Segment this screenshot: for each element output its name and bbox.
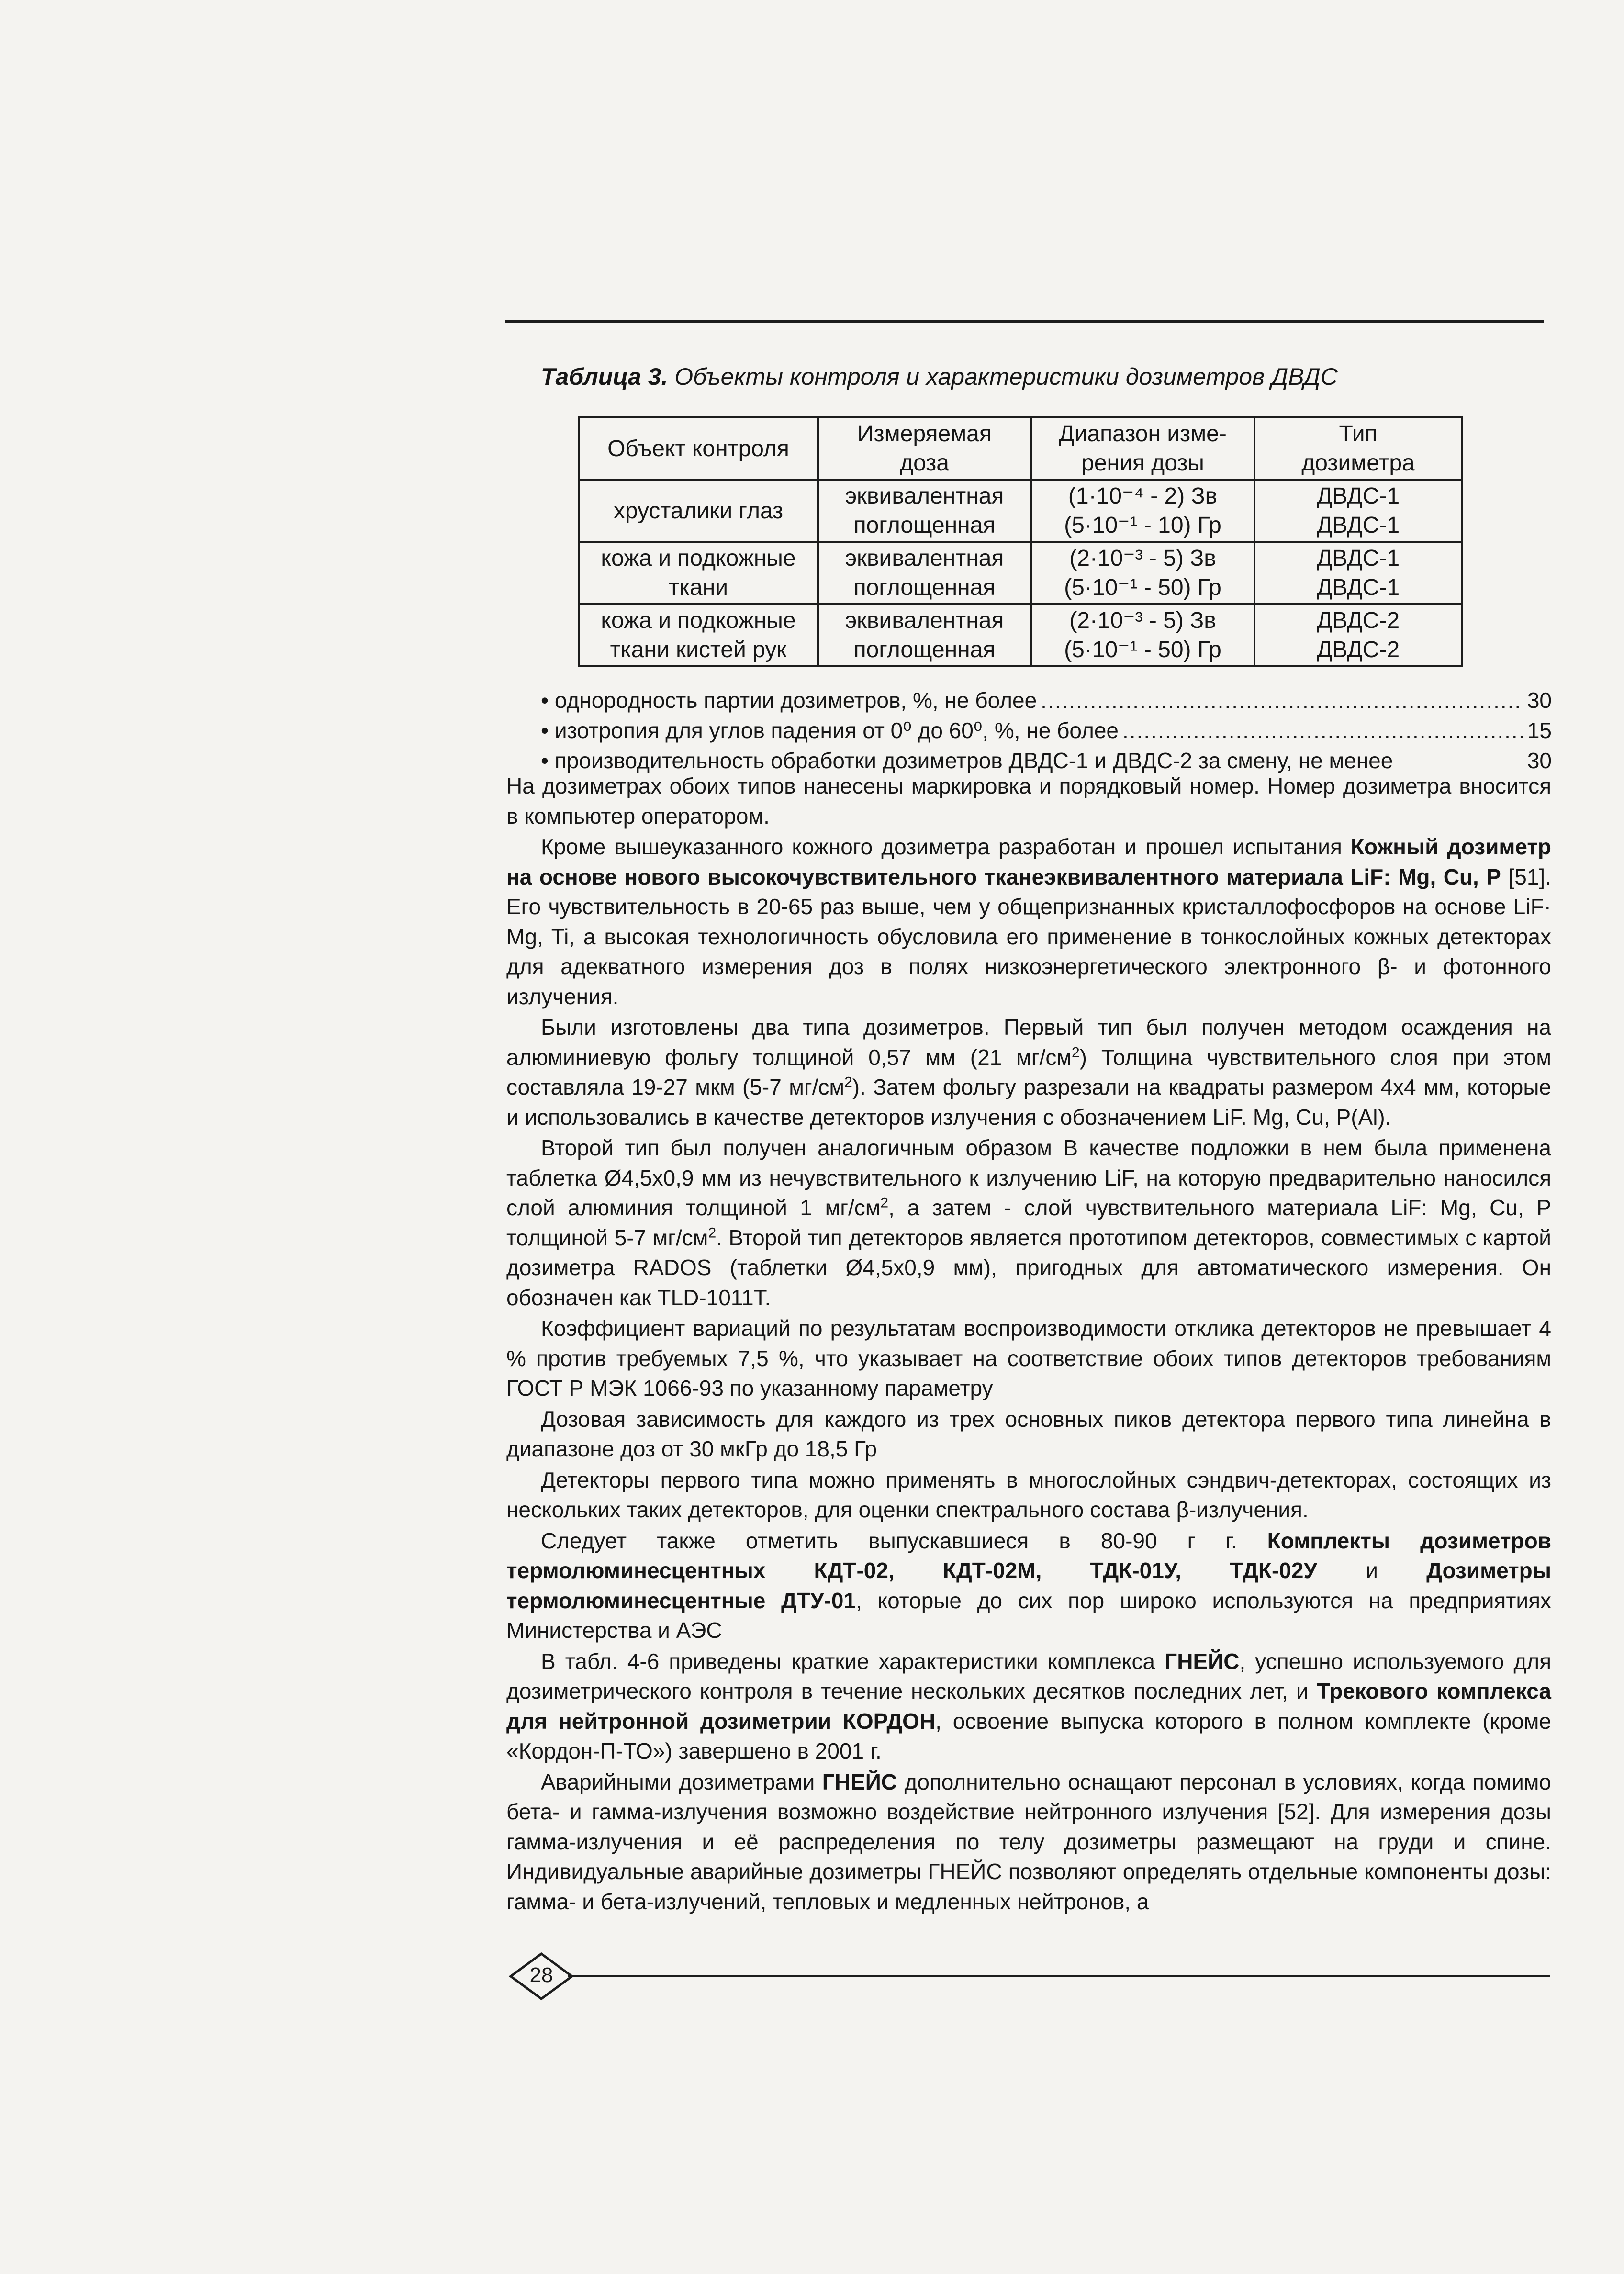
cell-dose: эквивалентная поглощенная	[818, 480, 1031, 542]
spec-item: • однородность партии дозиметров, %, не более ..... 30	[541, 685, 1552, 716]
header-range: Диапазон изме- рения дозы	[1031, 417, 1254, 480]
paragraph: Детекторы первого типа можно применять в многослойных сэндвич-детекторах, состоящих из нескольких таких детекторов, для оценки спектрального состава β-излучения.	[506, 1467, 1551, 1522]
paragraph: Аварийными дозиметрами ГНЕЙС дополнительно оснащают персонал в условиях, когда помимо бета- и гамма-излучения возможно воздействие нейтронного излучения [52]. Для измерения дозы гамма-излучения и её распределения по телу дозиметры размещают на груди и спине. Индивидуальные аварийные дозиметры ГНЕЙС позволяют определять отдельные компоненты дозы: гамма- и бета-излучений, тепловых и медленных нейтронов, а	[506, 1769, 1551, 1914]
dot-leader	[1122, 716, 1523, 746]
cell-dose: эквивалентная поглощенная	[818, 604, 1031, 666]
cell-object: кожа и подкожные ткани	[579, 542, 818, 604]
paragraph: Коэффициент вариаций по результатам воспроизводимости отклика детекторов не превышает 4 % против требуемых 7,5 %, что указывает на соответствие обоих типов детекторов требованиям ГОСТ Р МЭК 1066-93 по указанному параметру	[506, 1316, 1551, 1400]
paragraph: Кроме вышеуказанного кожного дозиметра разработан и прошел испытания Кожный дозиметр на основе нового высокочувствительного тканеэквивалентного материала LiF: Mg, Cu, P [51]. Его чувствительность в 20-65 раз выше, чем у общепризнанных кристаллофосфоров на основе LiF· Mg, Ti, а высокая технологичность обусловила его применение в тонкослойных кожных детекторах для адекватного измерения доз в полях низкоэнергетического электронного β- и фотонного излучения.	[506, 834, 1551, 1009]
paragraph: Дозовая зависимость для каждого из трех основных пиков детектора первого типа линейна в диапазоне доз от 30 мкГр до 18,5 Гр	[506, 1406, 1551, 1461]
header-object: Объект контроля	[579, 417, 818, 480]
paragraph: Второй тип был получен аналогичным образом В качестве подложки в нем была применена таблетка Ø4,5х0,9 мм из нечувствительного к излучению LiF, на которую предварительно наносился слой алюминия толщиной 1 $мг/см^2$, а затем - слой чувствительного материала LiF: Mg, Cu, P толщиной 5-7 $мг/см^2$. Второй тип детекторов является прототипом детекторов, совместимых с картой дозиметра RADOS (таблетки Ø4,5х0,9 мм), пригодных для автоматического измерения. Он обозначен как TLD-1011T.	[506, 1135, 1552, 1310]
dot-leader	[1041, 685, 1523, 716]
dosimeter-table	[578, 416, 1463, 667]
cell-object: кожа и подкожные ткани кистей рук	[579, 604, 818, 666]
paragraph: В табл. 4-6 приведены краткие характеристики комплекса ГНЕЙС, успешно используемого для дозиметрического контроля в течение нескольких десятков последних лет, и Трекового комплекса для нейтронной дозиметрии КОРДОН, освоение выпуска которого в полном комплекте (кроме «Кордон-П-ТО») завершено в 2001 г.	[506, 1648, 1552, 1763]
paragraph: Следует также отметить выпускавшиеся в 80-90 г г. Комплекты дозиметров термолюминесцентных КДТ-02, КДТ-02М, ТДК-01У, ТДК-02У и Дозиметры термолюминесцентные ДТУ-01, которые до сих пор широко используются на предприятиях Министерства и АЭС	[506, 1528, 1552, 1643]
body-text	[506, 771, 1551, 1917]
table-row	[579, 480, 1462, 542]
table-caption-label: Таблица 3.	[541, 363, 668, 390]
table-row	[579, 604, 1462, 666]
spec-item: • изотропия для углов падения от 0⁰ до 60⁰, %, не более ..... 15	[541, 716, 1552, 746]
cell-object: хрусталики глаз	[579, 480, 818, 542]
cell-range: (2·10⁻³ - 5) Зв (5·10⁻¹ - 50) Гр	[1031, 542, 1254, 604]
cell-type: ДВДС-2 ДВДС-2	[1254, 604, 1462, 666]
header-type: Тип дозиметра	[1254, 417, 1462, 480]
table-header-row	[579, 417, 1462, 480]
cell-range: (1·10⁻⁴ - 2) Зв (5·10⁻¹ - 10) Гр	[1031, 480, 1254, 542]
table-row	[579, 542, 1462, 604]
footer-rule	[568, 1975, 1550, 1977]
table-caption-text: Объекты контроля и характеристики дозиметров ДВДС	[674, 363, 1338, 390]
cell-range: (2·10⁻³ - 5) Зв (5·10⁻¹ - 50) Гр	[1031, 604, 1254, 666]
page-footer	[506, 1950, 1550, 2003]
cell-type: ДВДС-1 ДВДС-1	[1254, 542, 1462, 604]
cell-dose: эквивалентная поглощенная	[818, 542, 1031, 604]
spec-list	[541, 685, 1552, 776]
table-caption	[541, 363, 1546, 391]
paragraph: Были изготовлены два типа дозиметров. Первый тип был получен методом осаждения на алюминиевую фольгу толщиной 0,57 мм (21 $мг/см^2$) Толщина чувствительного слоя при этом составляла 19-27 мкм (5-7 $мг/см^2$). Затем фольгу разрезали на квадраты размером 4х4 мм, которые и использовались в качестве детекторов излучения с обозначением LiF. Mg, Cu, P(Al).	[506, 1015, 1551, 1130]
header-rule	[505, 320, 1544, 323]
spec-item: • производительность обработки дозиметров ДВДС-1 и ДВДС-2 за смену, не менее 30	[541, 748, 1552, 773]
page-number: 28	[529, 1963, 553, 1987]
header-dose: Измеряемая доза	[818, 417, 1031, 480]
paragraph: На дозиметрах обоих типов нанесены маркировка и порядковый номер. Номер дозиметра вносится в компьютер оператором.	[506, 773, 1551, 829]
cell-type: ДВДС-1 ДВДС-1	[1254, 480, 1462, 542]
